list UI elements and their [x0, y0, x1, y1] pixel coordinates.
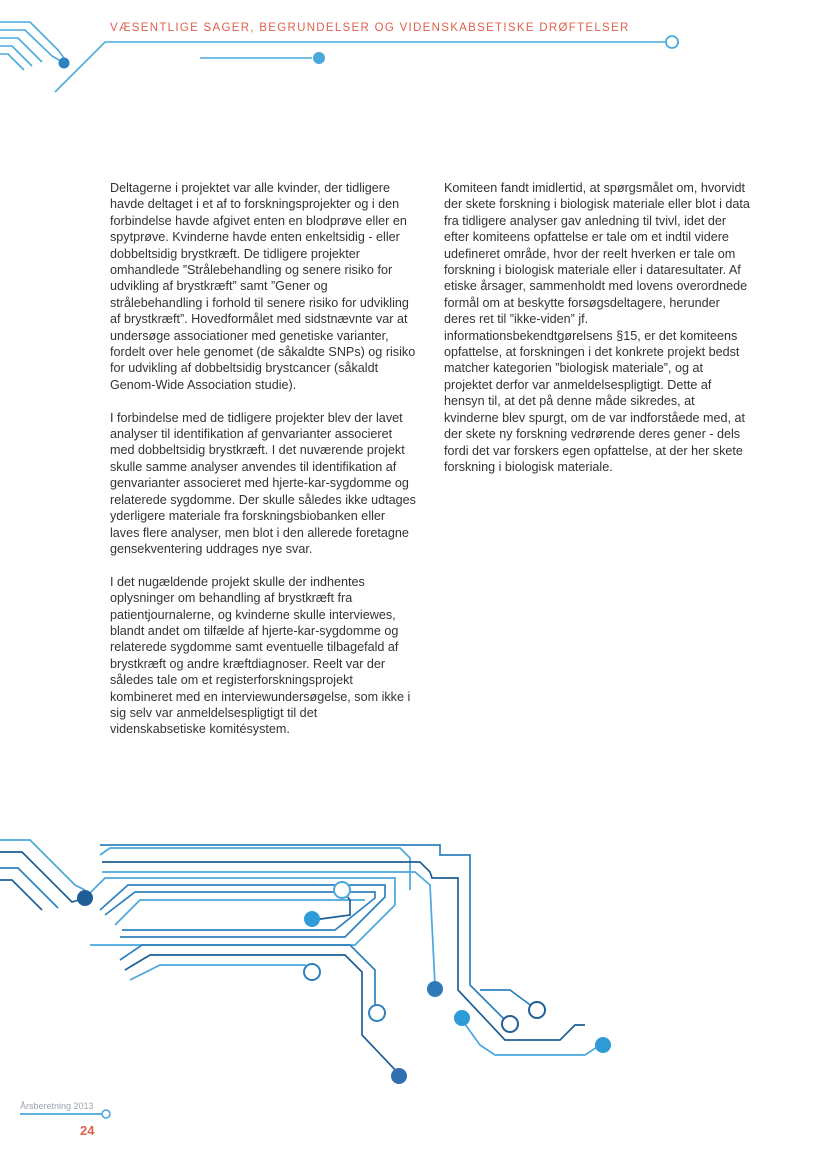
circuit-line	[0, 852, 85, 902]
circuit-node	[369, 1005, 385, 1021]
circuit-node	[102, 1110, 110, 1118]
circuit-line	[130, 965, 312, 980]
report-label: Årsberetning 2013	[20, 1101, 94, 1111]
circuit-node	[334, 882, 350, 898]
circuit-node	[502, 1016, 518, 1032]
paragraph: Komiteen fandt imidlertid, at spørgsmålet om, hvorvidt der skete forskning i biologisk materiale eller blot i data fra tidligere analyser gav anledning til tvivl, idet der efter komiteens opfattelse er tale om et indtil videre udefineret område, hvor der reelt hverken er tale om forskning i biologisk materiale eller i dataresultater. Af etiske årsager, sammenholdt med lovens overordnede formål om at beskytte forsøgsdeltagere, herunder deres ret til ”ikke-viden” jf. informationsbekendtgørelsens §15, er det komiteens opfattelse, at forskningen i det konkrete projekt bedst matcher kategorien ”biologisk materiale”, og at projektet derfor var anmeldelsespligtigt. Dette af hensyn til, at det på denne måde sikredes, at kvinderne blev spurgt, om de var indforståede med, at der skete ny forskning vedrørende deres gener - dels fordi det var forskers egen opfattelse, at der her skete forskning i biologisk materiale.	[444, 181, 750, 474]
section-header: VÆSENTLIGE SAGER, BEGRUNDELSER OG VIDENSKABSETISKE DRØFTELSER	[110, 22, 630, 34]
circuit-line	[480, 990, 537, 1010]
circuit-line	[100, 848, 410, 890]
circuit-node	[427, 981, 443, 997]
circuit-node	[391, 1068, 407, 1084]
circuit-node	[77, 890, 93, 906]
circuit-node	[304, 964, 320, 980]
circuit-node	[595, 1037, 611, 1053]
circuit-node	[304, 911, 320, 927]
circuit-line	[105, 892, 375, 930]
paragraph: I forbindelse med de tidligere projekter blev der lavet analyser til identifikation af genvarianter associeret med dobbeltsidig brystkræft. I det nuværende projekt skulle samme analyser anvendes til identifikation af genvarianter associeret med hjerte-kar-sygdomme og relaterede sygdomme. Der skulle således ikke udtages yderligere materiale fra forskningsbiobanken eller laves flere analyser, men blot i den allerede foretagne gensekventering uddrages nye svar.	[110, 410, 416, 556]
circuit-line	[0, 840, 85, 890]
circuit-line	[0, 868, 58, 908]
circuit-node	[454, 1010, 470, 1026]
paragraph: Deltagerne i projektet var alle kvinder, der tidligere havde deltaget i et af to forskningsprojekter og i den forbindelse havde afgivet enten en blodprøve eller en spytprøve. Kvinderne havde enten enkeltsidig - eller dobbeltsidig brystkræft. De tidligere projekter omhandlede ”Strålebehandling og senere risiko for udvikling af brystkræft” samt ”Gener og strålebehandling i forhold til senere risiko for udvikling af brystkræft”. Hovedformålet med sidstnævnte var at undersøge associationer med genetiske varianter, fordelt over hele genomet (de såkaldte SNPs) og risiko for udvikling af dobbeltsidig brystcancer (såkaldt Genom-Wide Association studie).	[110, 181, 416, 392]
circuit-line	[115, 900, 365, 925]
page-number: 24	[80, 1123, 95, 1138]
paragraph: I det nugældende projekt skulle der indhentes oplysninger om behandling af brystkræft fra patientjournalerne, og kvinderne skulle interviewes, blandt andet om tilfælde af hjerte-kar-sygdomme og relaterede sygdomme samt eventuelle tilbagefald af brystkræft og andre kræftdiagnoser. Reelt var der således tale om et registerforskningsprojekt kombineret med en interviewundersøgelse, som ikke i sig selv var anmeldelsespligtigt til det videnskabsetiske komitésystem.	[110, 574, 411, 737]
circuit-node	[529, 1002, 545, 1018]
circuit-line	[125, 955, 400, 1075]
